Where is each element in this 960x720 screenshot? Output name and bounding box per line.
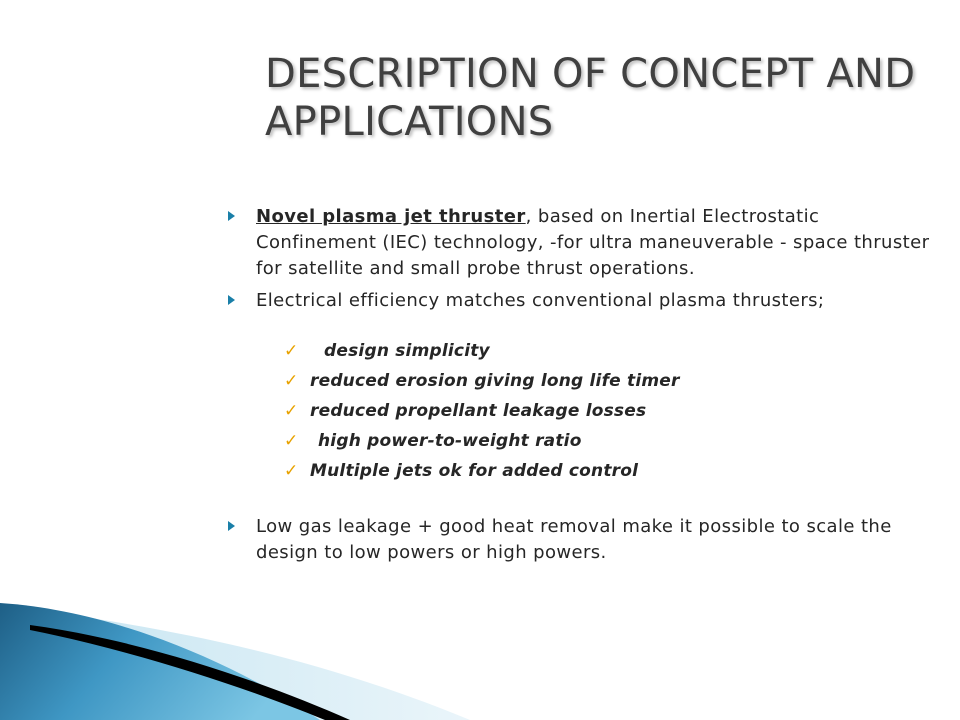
check-item-label: reduced propellant leakage losses [310, 401, 647, 421]
checkmark-icon: ✓ [284, 401, 299, 421]
bullet-text: , based on Inertial Electrostatic Confinement (IEC) technology, -for ultra maneuverable - space thruster for satellite and small probe thrust operations. [256, 206, 930, 279]
checkmark-icon: ✓ [284, 431, 299, 451]
checkmark-icon: ✓ [284, 371, 299, 391]
check-item-label: design simplicity [324, 341, 490, 361]
bullet-text: Low gas leakage + good heat removal make it possible to scale the design to low powers or high powers. [256, 516, 892, 563]
check-item-label: high power-to-weight ratio [318, 431, 582, 451]
bullet-text: Electrical efficiency matches conventional plasma thrusters; [256, 290, 825, 311]
checkmark-icon: ✓ [284, 461, 299, 481]
check-item-label: Multiple jets ok for added control [310, 461, 639, 481]
check-item-label: reduced erosion giving long life timer [310, 371, 680, 391]
bullet-emphasis: Novel plasma jet thruster [256, 206, 526, 227]
checkmark-icon: ✓ [284, 341, 299, 361]
slide-title-line-2: APPLICATIONS [265, 99, 554, 145]
slide-title-line-1: DESCRIPTION OF CONCEPT AND [265, 51, 916, 97]
